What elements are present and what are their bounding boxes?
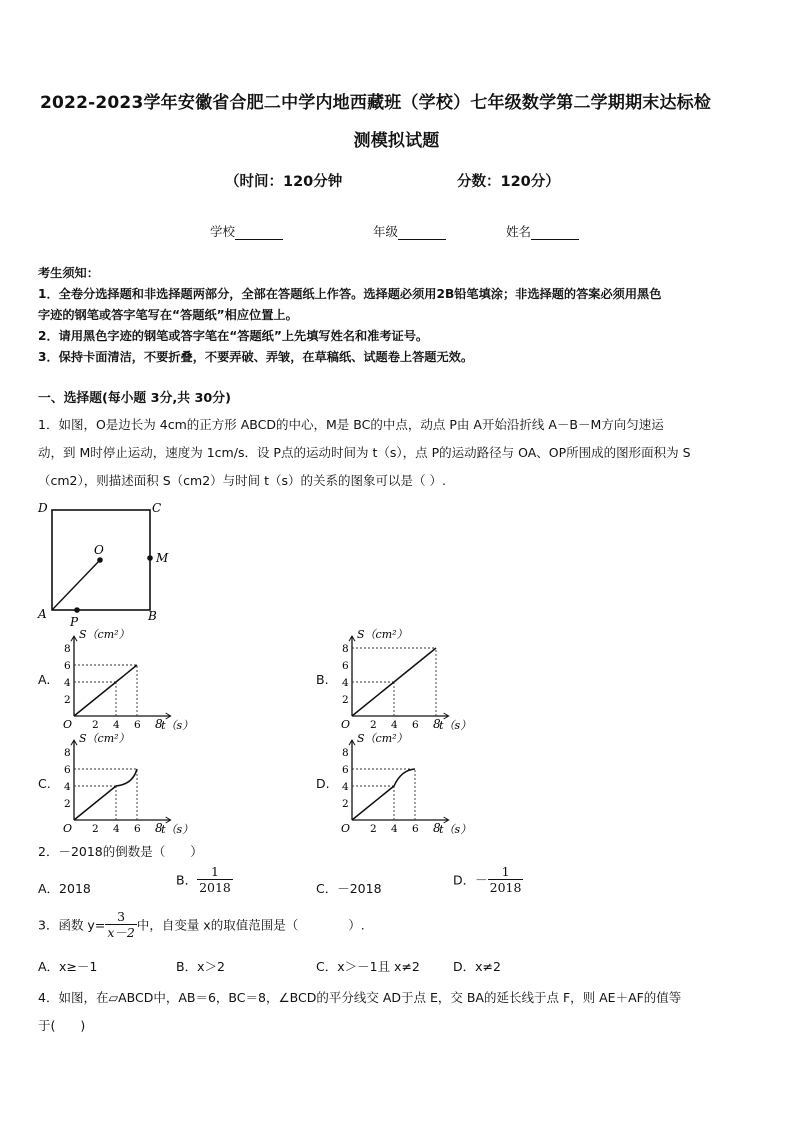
graph-d xyxy=(330,730,480,838)
y-tick-label: 8 xyxy=(342,643,349,655)
option-d-label: D. xyxy=(316,776,330,791)
x-axis-label: t（s） xyxy=(439,719,472,732)
x-axis-label: t（s） xyxy=(161,719,194,732)
origin-label: O xyxy=(341,718,351,731)
series-line xyxy=(74,769,137,820)
y-axis-label: S（cm²） xyxy=(79,628,130,642)
q2-option-a: A．2018 xyxy=(38,881,91,896)
q4-line-2: 于( ) xyxy=(38,1018,86,1033)
x-axis-label: t（s） xyxy=(161,823,194,836)
graph-a xyxy=(52,626,202,734)
y-tick-label: 4 xyxy=(64,781,71,793)
x-tick-label: 2 xyxy=(92,823,99,835)
q1-line-1: 1．如图，O是边长为 4cm的正方形 ABCD的中心，M是 BC的中点，动点 P由 A开始沿折线 A－B－M方向匀速运 xyxy=(38,417,664,432)
question-1 xyxy=(38,411,758,495)
point-o xyxy=(97,557,103,563)
q3-option-b: B．x＞2 xyxy=(176,959,225,974)
notice-1b: 字迹的钢笔或答字笔写在“答题纸”相应位置上。 xyxy=(38,308,298,322)
q1-line-2: 动，到 M时停止运动，速度为 1cm/s．设 P点的运动时间为 t（s），点 P的运动路径与 OA、OP所围成的图形面积为 S xyxy=(38,445,691,460)
x-tick-label: 4 xyxy=(113,823,120,835)
x-tick-label: 6 xyxy=(412,719,419,731)
q3-option-c: C．x＞－1且 x≠2 xyxy=(316,959,420,974)
origin-label: O xyxy=(63,822,73,835)
q3-option-a: A．x≥－1 xyxy=(38,959,98,974)
notice-2: 2．请用黑色字迹的钢笔或答字笔在“答题纸”上先填写姓名和准考证号。 xyxy=(38,329,429,343)
x-tick-label: 2 xyxy=(370,719,377,731)
x-tick-label: 6 xyxy=(134,823,141,835)
y-axis-label: S（cm²） xyxy=(357,732,408,746)
y-axis-label: S（cm²） xyxy=(79,732,130,746)
y-tick-label: 6 xyxy=(64,764,71,776)
option-b-label: B. xyxy=(316,672,329,687)
x-tick-label: 4 xyxy=(391,823,398,835)
option-a-label: A. xyxy=(38,672,51,687)
x-tick-label: 2 xyxy=(370,823,377,835)
q2-d-fraction: $\frac{1}{2018}$ xyxy=(489,864,522,895)
x-tick-label: 6 xyxy=(134,719,141,731)
exam-time: （时间：120分钟 xyxy=(225,174,343,190)
series-line xyxy=(352,769,415,820)
y-tick-label: 4 xyxy=(342,677,349,689)
notice-head: 考生须知： xyxy=(38,266,99,280)
origin-label: O xyxy=(341,822,351,835)
y-tick-label: 2 xyxy=(64,798,71,810)
notice-1a: 1．全卷分选择题和非选择题两部分，全部在答题纸上作答。选择题必须用2B铅笔填涂；非选择题的答案必须用黑色 xyxy=(38,287,662,301)
q2-option-b: B． $\frac{1}{2018}$ xyxy=(176,864,231,895)
question-4 xyxy=(38,984,763,1040)
point-m xyxy=(147,555,153,561)
q3-option-d: D．x≠2 xyxy=(453,959,501,974)
y-tick-label: 6 xyxy=(342,660,349,672)
y-tick-label: 8 xyxy=(64,747,71,759)
x-axis-label: t（s） xyxy=(439,823,472,836)
y-tick-label: 4 xyxy=(342,781,349,793)
question-3: 3．函数 y= $\frac{3}{x-2}$ 中，自变量 x的取值范围是（ ）. xyxy=(38,909,365,940)
y-tick-label: 6 xyxy=(64,660,71,672)
y-tick-label: 4 xyxy=(64,677,71,689)
y-tick-label: 2 xyxy=(342,798,349,810)
exam-score: 分数：120分） xyxy=(457,174,560,190)
notice-3: 3．保持卡面清洁，不要折叠，不要弄破、弄皱，在草稿纸、试题卷上答题无效。 xyxy=(38,350,474,364)
grade-field: 年级 xyxy=(373,222,446,240)
q2-option-d: D．－ $\frac{1}{2018}$ xyxy=(453,864,522,895)
q2-b-fraction: $\frac{1}{2018}$ xyxy=(199,864,231,895)
y-tick-label: 6 xyxy=(342,764,349,776)
label-m: M xyxy=(156,551,169,565)
name-field: 姓名 xyxy=(506,222,579,240)
q4-line-1: 4．如图，在▱ABCD中，AB＝6，BC＝8，∠BCD的平分线交 AD于点 E，交 BA的延长线于点 F，则 AE＋AF的值等 xyxy=(38,990,682,1005)
x-tick-label: 8 xyxy=(155,821,163,835)
x-tick-label: 4 xyxy=(391,719,398,731)
segment-oa xyxy=(52,560,100,610)
label-o: O xyxy=(94,543,104,557)
x-tick-label: 6 xyxy=(412,823,419,835)
series-line xyxy=(74,665,137,716)
label-c: C xyxy=(152,501,162,515)
q2-stem: 2．－2018的倒数是（ ） xyxy=(38,844,203,859)
label-p: P xyxy=(70,615,79,629)
y-tick-label: 8 xyxy=(342,747,349,759)
title-line-2: 测模拟试题 xyxy=(353,131,440,151)
title-line-1: 2022-2023学年安徽省合肥二中学内地西藏班（学校）七年级数学第二学期期末达标检 xyxy=(40,93,712,113)
label-b: B xyxy=(148,609,157,623)
label-d: D xyxy=(38,501,48,515)
school-field: 学校 xyxy=(210,222,283,240)
q3-fraction: $\frac{3}{x-2}$ xyxy=(107,909,135,940)
point-p xyxy=(74,607,80,613)
y-tick-label: 2 xyxy=(64,694,71,706)
section-heading: 一、选择题(每小题 3分,共 30分) xyxy=(38,391,231,406)
y-tick-label: 8 xyxy=(64,643,71,655)
label-a: A xyxy=(38,607,47,621)
y-axis-label: S（cm²） xyxy=(357,628,408,642)
origin-label: O xyxy=(63,718,73,731)
option-c-label: C. xyxy=(38,776,51,791)
x-tick-label: 8 xyxy=(433,717,441,731)
notice xyxy=(38,263,661,368)
q2-option-c: C．－2018 xyxy=(316,881,382,896)
graph-b xyxy=(330,626,480,734)
graph-c xyxy=(52,730,202,838)
square-figure xyxy=(30,500,180,630)
x-tick-label: 4 xyxy=(113,719,120,731)
x-tick-label: 8 xyxy=(155,717,163,731)
q1-line-3: （cm2），则描述面积 S（cm2）与时间 t（s）的关系的图象可以是（ ）. xyxy=(38,473,446,488)
x-tick-label: 2 xyxy=(92,719,99,731)
x-tick-label: 8 xyxy=(433,821,441,835)
y-tick-label: 2 xyxy=(342,694,349,706)
